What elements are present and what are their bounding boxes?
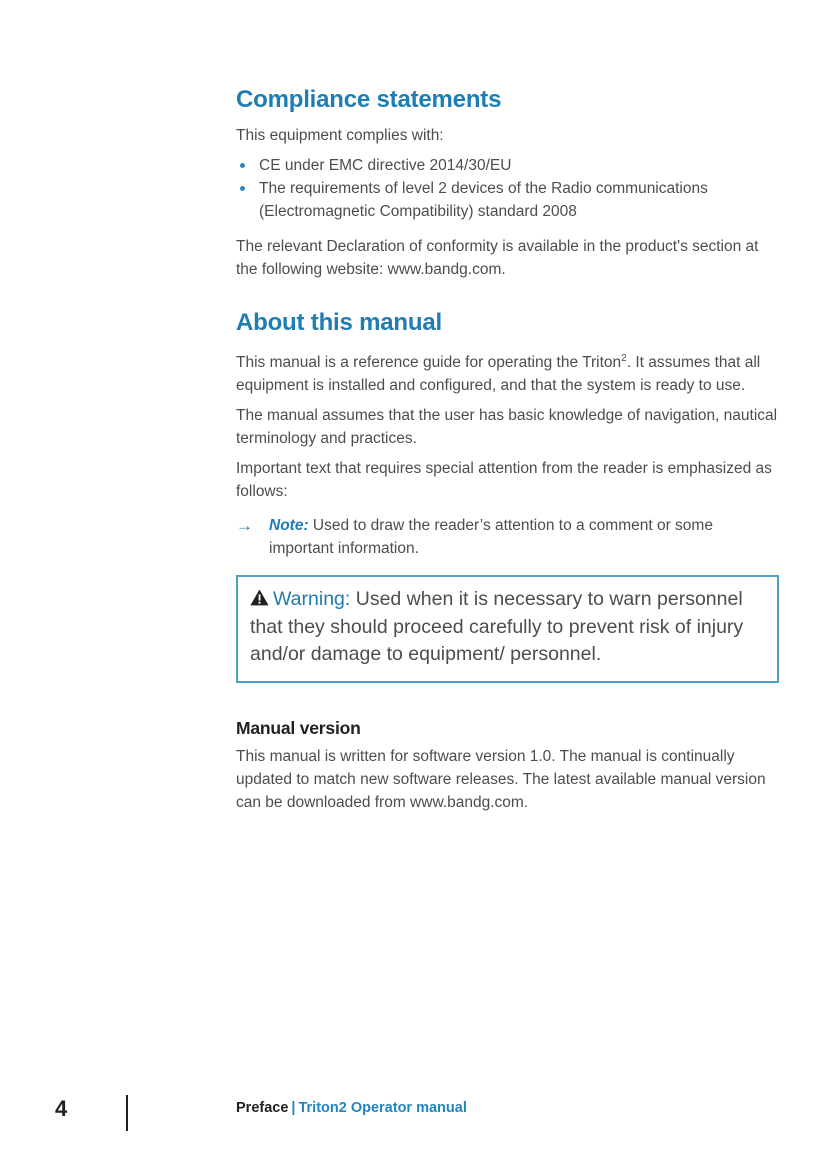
list-item	[236, 177, 779, 223]
breadcrumb-manual-title: Triton2 Operator manual	[298, 1100, 467, 1116]
breadcrumb-section: Preface	[236, 1100, 289, 1116]
warning-icon	[250, 587, 269, 614]
about-paragraph-1-tail: . It assumes that all equipment is installed and configured, and that the system is ready to use.	[236, 353, 761, 394]
note-label: Note:	[269, 516, 309, 534]
bullet-icon	[240, 163, 245, 168]
page-content	[236, 86, 779, 821]
manual-version-title: Manual version	[236, 717, 361, 738]
about-paragraph-1	[236, 347, 779, 397]
note-arrow-icon: →	[236, 515, 253, 535]
breadcrumb	[236, 1100, 467, 1116]
compliance-section-title: Compliance statements	[236, 86, 502, 113]
note-body: Used to draw the reader’s attention to a comment or some important information.	[269, 516, 713, 557]
warning-box	[236, 575, 779, 683]
warning-label: Warning:	[273, 587, 351, 610]
note-text	[269, 514, 779, 560]
triton-superscript: 2	[621, 352, 627, 364]
compliance-intro: This equipment complies with:	[236, 126, 444, 144]
about-paragraph-3: Important text that requires special attention from the reader is emphasized as follows:	[236, 459, 772, 500]
compliance-outro: The relevant Declaration of conformity is available in the product's section at the following website: www.bandg.com.	[236, 237, 759, 278]
about-paragraph-2: The manual assumes that the user has basic knowledge of navigation, nautical terminology and practices.	[236, 406, 778, 447]
about-paragraph-1-text: This manual is a reference guide for operating the Triton	[236, 353, 622, 371]
footer-divider	[126, 1095, 128, 1131]
breadcrumb-separator: |	[291, 1100, 296, 1116]
bullet-icon	[240, 186, 245, 191]
compliance-bullet-list	[236, 154, 779, 223]
list-item	[236, 154, 779, 177]
list-item-text: The requirements of level 2 devices of the Radio communications (Electromagnetic Compatibility) standard 2008	[259, 179, 708, 220]
list-item-text: CE under EMC directive 2014/30/EU	[259, 156, 512, 174]
note-callout	[236, 514, 779, 560]
warning-text: Used when it is necessary to warn personnel that they should proceed carefully to prevent risk of injury and/or damage to equipment/ personnel.	[250, 587, 744, 665]
about-section-title: About this manual	[236, 308, 442, 336]
manual-version-body: This manual is written for software version 1.0. The manual is continually updated to match new software releases. The latest available manual version can be downloaded from www.bandg.com.	[236, 747, 766, 811]
page-number: 4	[55, 1096, 68, 1121]
